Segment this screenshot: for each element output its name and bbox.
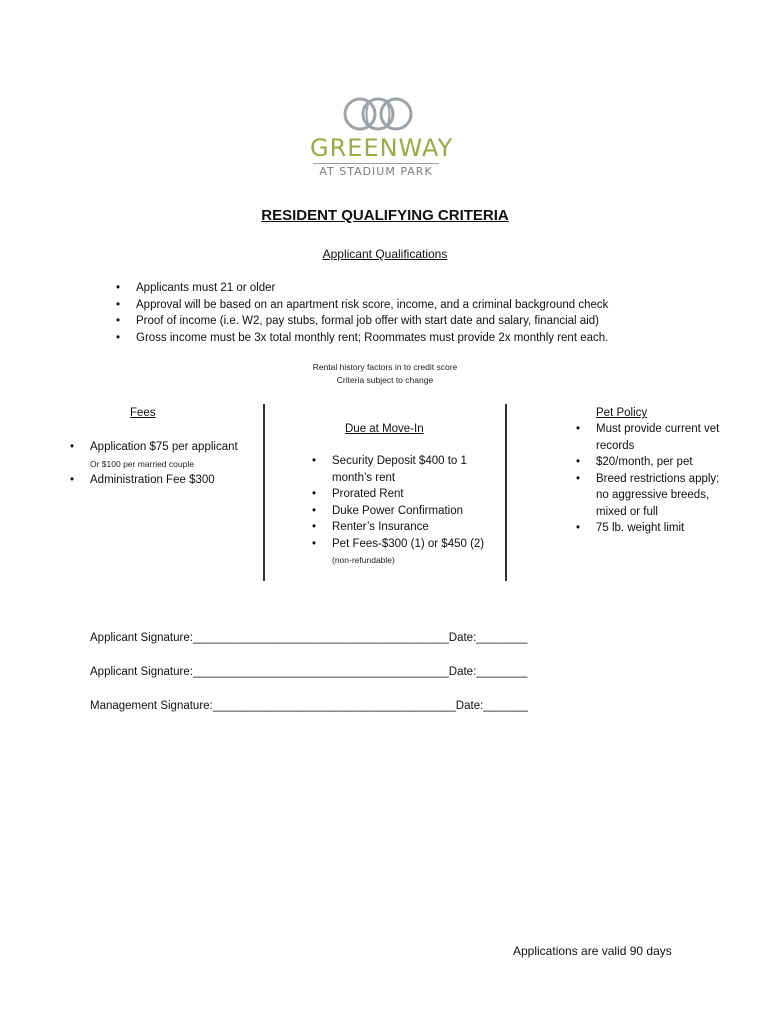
signature-label: Management Signature: — [90, 700, 213, 712]
application-fee-text: Application $75 per applicant — [90, 441, 238, 453]
signature-blank[interactable]: ______________________________________ — [212, 700, 456, 712]
list-item: • Approval will be based on an apartment risk score, income, and a criminal background check — [136, 297, 656, 314]
management-signature-line[interactable] — [90, 698, 528, 714]
move-in-list — [332, 453, 502, 569]
renters-insurance-item: • Renter’s Insurance — [332, 519, 502, 536]
date-blank[interactable]: _______ — [483, 700, 529, 712]
pet-policy-list — [596, 421, 736, 537]
criteria-change-note: Criteria subject to change — [336, 375, 434, 385]
breed-line2: no aggressive breeds, — [596, 489, 710, 501]
date-label: Date: — [448, 632, 477, 644]
column-divider-left — [263, 404, 265, 581]
fees-heading: Fees — [130, 407, 156, 419]
greenway-logo-icon — [342, 96, 414, 132]
list-item: • Gross income must be 3x total monthly rent; Roommates must provide 2x monthly rent each. — [136, 330, 656, 347]
pet-fees-text: Pet Fees-$300 (1) or $450 (2) — [332, 537, 485, 550]
security-deposit-item — [332, 453, 502, 486]
administration-fee-item: • Administration Fee $300 — [90, 472, 260, 489]
vet-line1: Must provide current vet — [596, 423, 720, 435]
vet-records-item — [596, 421, 736, 454]
credit-score-note: Rental history factors in to credit score — [312, 362, 458, 372]
married-couple-note: Or $100 per married couple — [90, 458, 194, 469]
list-item: • Proof of income (i.e. W2, pay stubs, formal job offer with start date and salary, financial aid) — [136, 313, 656, 330]
qualifications-heading: Applicant Qualifications — [322, 247, 448, 261]
page-title: RESIDENT QUALIFYING CRITERIA — [261, 207, 509, 224]
signature-blank[interactable]: ________________________________________ — [192, 632, 449, 644]
breed-restrictions-item — [596, 471, 736, 521]
brand-divider — [313, 163, 439, 164]
pet-fees-item — [332, 536, 502, 569]
validity-footer: Applications are valid 90 days — [513, 944, 672, 958]
list-item: • Applicants must 21 or older — [136, 280, 656, 297]
column-divider-right — [505, 404, 507, 581]
non-refundable-note: (non-refundable) — [332, 555, 395, 565]
signature-label: Applicant Signature: — [90, 666, 193, 678]
breed-line3: mixed or full — [596, 505, 658, 518]
vet-line2: records — [596, 439, 635, 452]
prorated-rent-item: • Prorated Rent — [332, 486, 502, 503]
move-in-heading: Due at Move-In — [345, 423, 424, 435]
pet-policy-heading: Pet Policy — [596, 407, 648, 419]
date-label: Date: — [455, 700, 484, 712]
applicant-signature-line-2[interactable] — [90, 664, 527, 680]
brand-tagline: AT STADIUM PARK — [319, 165, 433, 178]
date-label: Date: — [448, 666, 477, 678]
date-blank[interactable]: ________ — [476, 666, 528, 678]
pet-rate-item: • $20/month, per pet — [596, 454, 736, 471]
weight-limit-item: • 75 lb. weight limit — [596, 520, 736, 537]
applicant-signature-line-1[interactable] — [90, 630, 527, 646]
security-deposit-line1: Security Deposit $400 to 1 — [332, 455, 467, 467]
brand-name: GREENWAY — [310, 134, 454, 162]
breed-line1: Breed restrictions apply; — [596, 472, 720, 485]
qualifications-list — [136, 280, 656, 346]
signature-blank[interactable]: ________________________________________ — [192, 666, 449, 678]
fees-list — [90, 439, 260, 489]
application-fee-item — [90, 439, 260, 472]
power-confirmation-item: • Duke Power Confirmation — [332, 503, 502, 520]
security-deposit-line2: month’s rent — [332, 471, 396, 484]
date-blank[interactable]: ________ — [476, 632, 528, 644]
signature-label: Applicant Signature: — [90, 632, 193, 644]
